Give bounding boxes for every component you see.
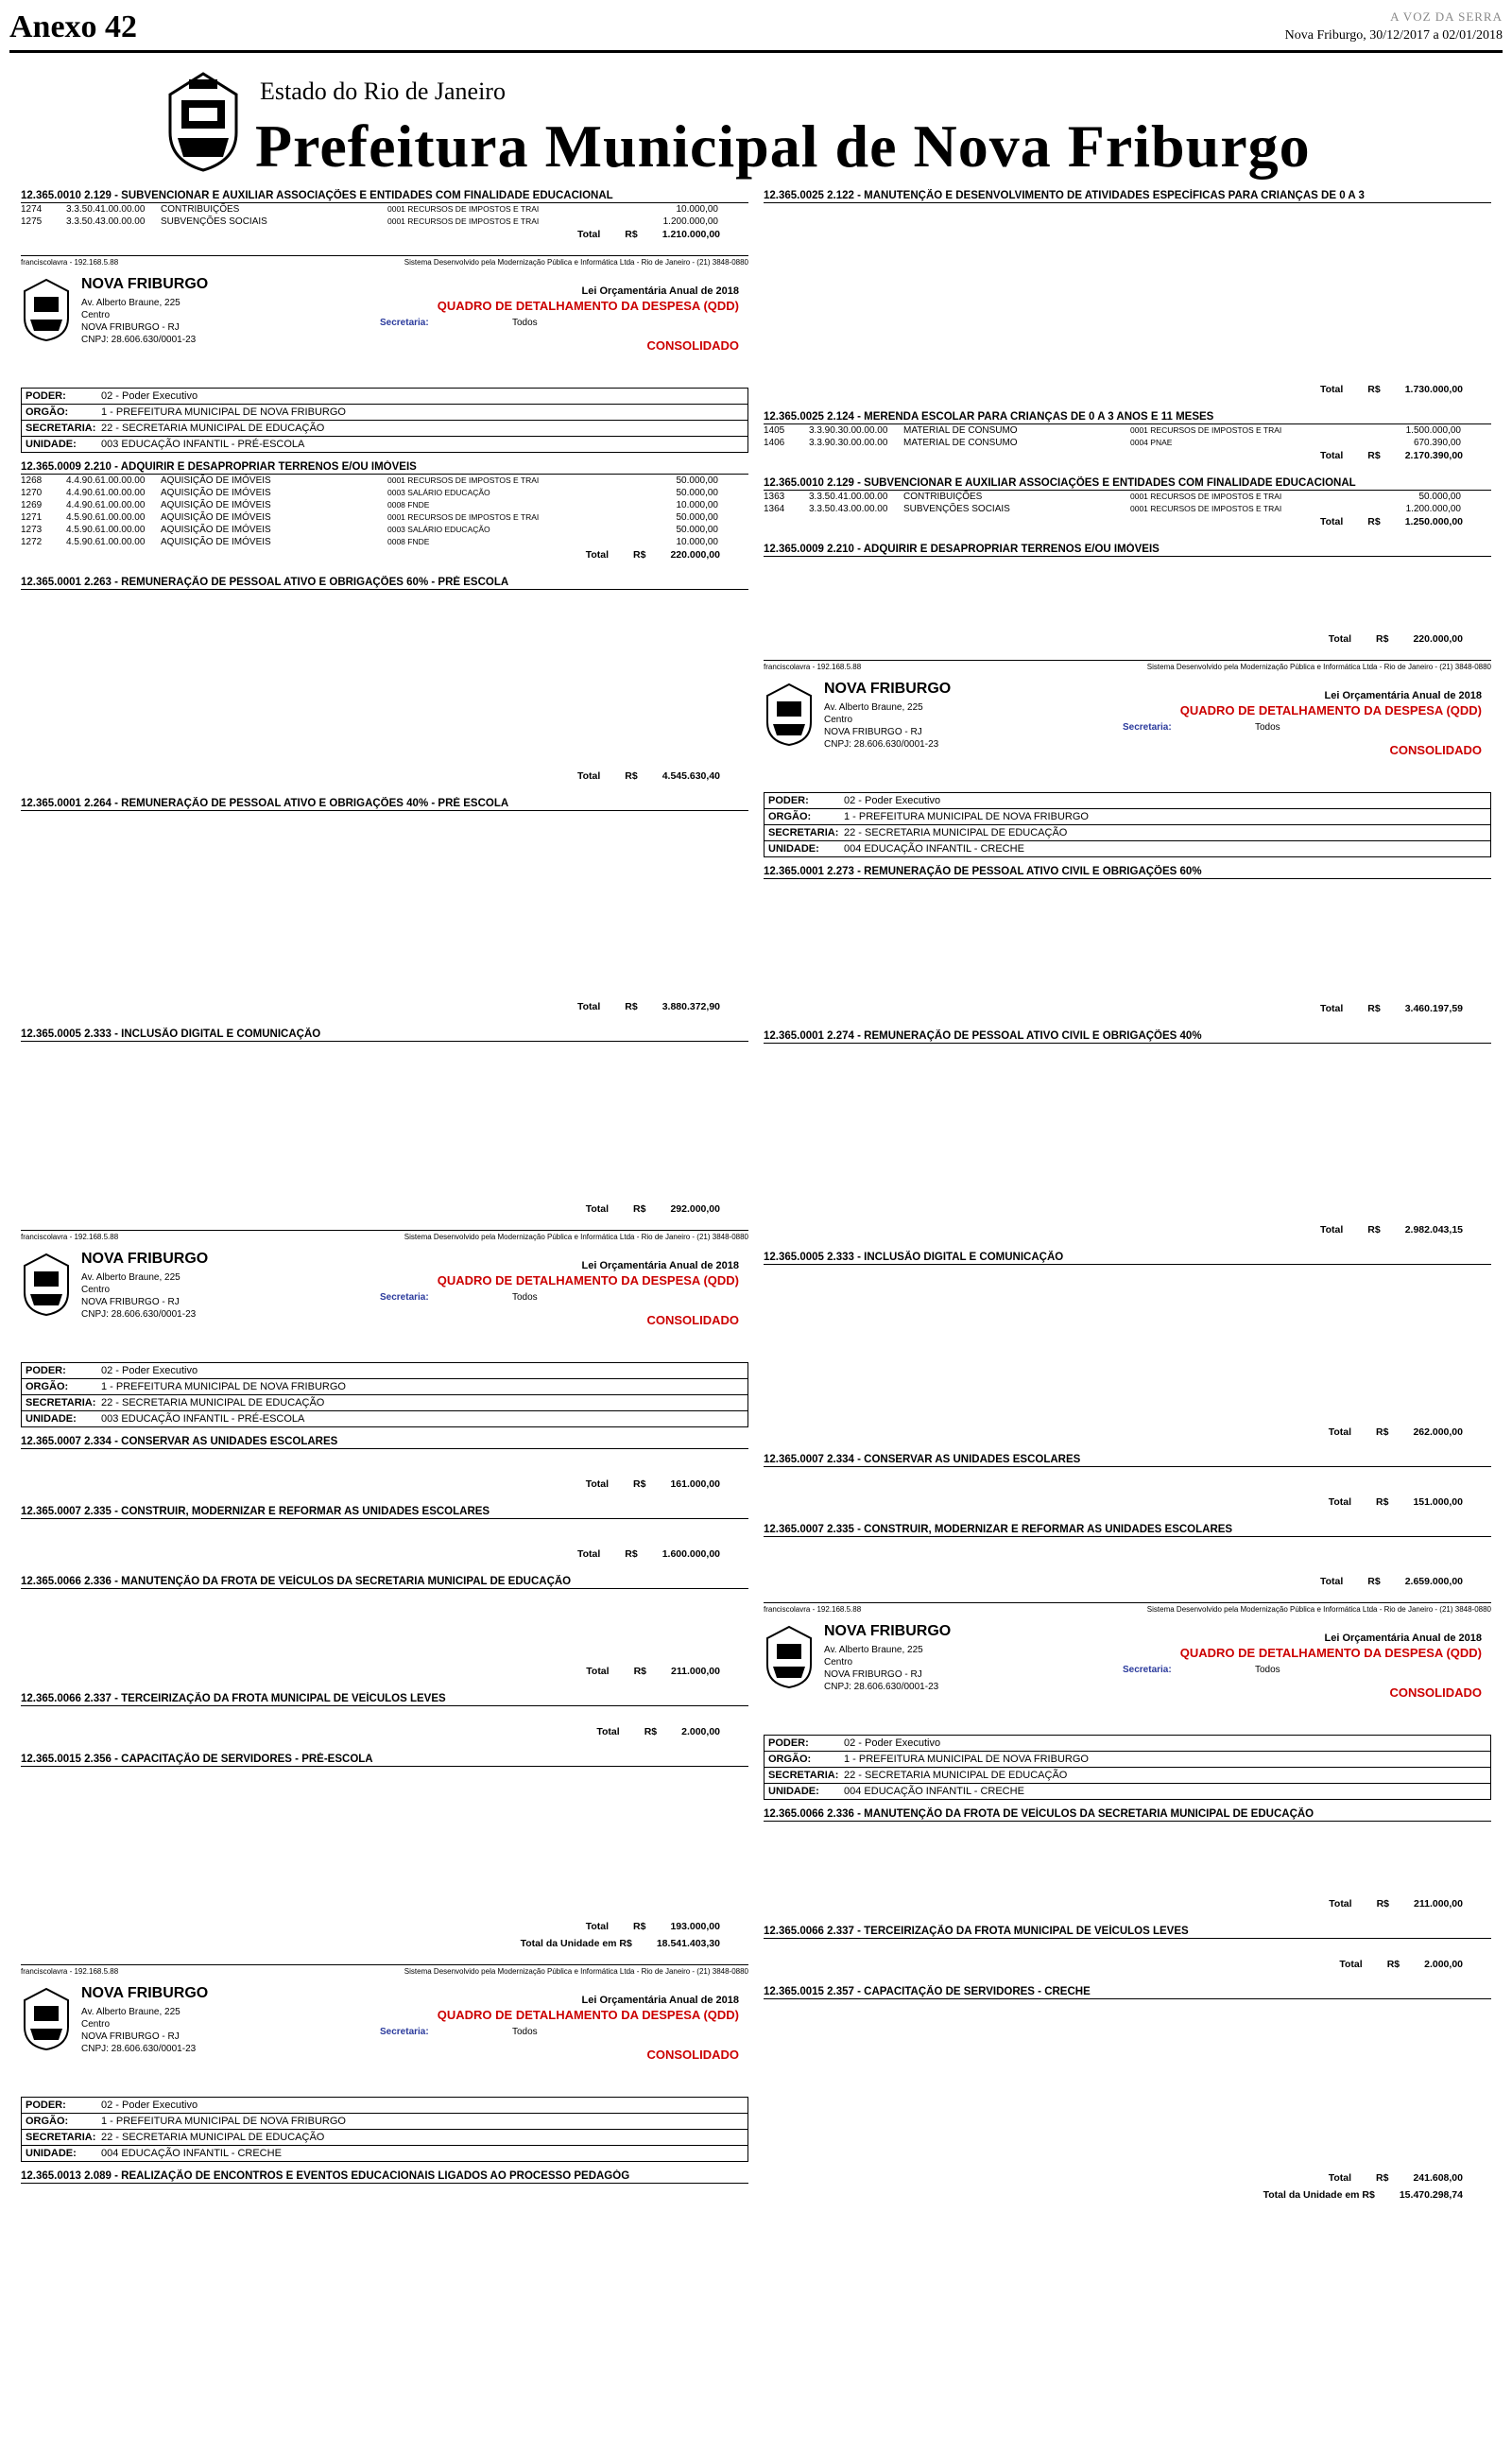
qdd-title: QUADRO DE DETALHAMENTO DA DESPESA (QDD) [1179,1646,1482,1660]
org-info-box: PODER: 02 - Poder Executivo ORGÃO: 1 - PREFEITURA MUNICIPAL DE NOVA FRIBURGO SECRETARIA: 22 - SECRETARIA MUNICIPAL DE EDUCAÇÃO UNIDADE: 003 EDUCAÇÃO INFANTIL - PRÉ-ESCOLA [21,1362,748,1427]
budget-section [21,797,748,1014]
org-info-box: PODER: 02 - Poder Executivo ORGÃO: 1 - PREFEITURA MUNICIPAL DE NOVA FRIBURGO SECRETARIA: 22 - SECRETARIA MUNICIPAL DE EDUCAÇÃO UNIDADE: 004 EDUCAÇÃO INFANTIL - CRECHE [764,1735,1491,1800]
budget-section [21,1692,748,1739]
prefecture-banner [161,66,1389,180]
section-heading: 12.365.0005 2.333 - INCLUSÃO DIGITAL E COMUNICAÇÃO [21,1028,748,1042]
section-total: Total R$ 211.000,00 [586,1666,720,1677]
page-footer: franciscolavra - 192.168.5.88 Sistema Desenvolvido pela Modernização Pública e Informática Ltda - Rio de Janeiro - (21) 3848-0880 [21,255,748,267]
qdd-header [21,276,748,382]
left-column [21,189,748,2439]
org-address: Av. Alberto Braune, 225 Centro NOVA FRIBURGO - RJ CNPJ: 28.606.630/0001-23 [81,298,197,345]
qdd-title: QUADRO DE DETALHAMENTO DA DESPESA (QDD) [1179,703,1482,717]
consolidado-label: CONSOLIDADO [646,338,739,353]
qdd-header [21,1985,748,2091]
secretaria-value: Todos [512,318,538,328]
table-row: 1268 4.4.90.61.00.00.00 AQUISIÇÃO DE IMÓVEIS 0001 RECURSOS DE IMPOSTOS E TRAI 50.000,00 [21,475,718,486]
table-row: 1271 4.5.90.61.00.00.00 AQUISIÇÃO DE IMÓVEIS 0001 RECURSOS DE IMPOSTOS E TRAI 50.000,00 [21,512,718,523]
table-row: 1364 3.3.50.43.00.00.00 SUBVENÇÕES SOCIAIS 0001 RECURSOS DE IMPOSTOS E TRAI 1.200.000,00 [764,504,1461,514]
section-heading: 12.365.0025 2.122 - MANUTENÇÃO E DESENVOLVIMENTO DE ATIVIDADES ESPECÍFICAS PARA CRIANÇAS DE 0 A 3 [764,189,1491,203]
budget-section [21,1435,748,1492]
section-total: Total R$ 2.000,00 [596,1726,720,1737]
section-heading: 12.365.0001 2.274 - REMUNERAÇÃO DE PESSOAL ATIVO CIVIL E OBRIGAÇÕES 40% [764,1029,1491,1044]
table-row: 1272 4.5.90.61.00.00.00 AQUISIÇÃO DE IMÓVEIS 0008 FNDE 10.000,00 [21,537,718,547]
section-total: Total R$ 2.659.000,00 [1319,1576,1463,1587]
section-total: Total R$ 220.000,00 [1328,633,1463,645]
section-heading: 12.365.0001 2.264 - REMUNERAÇÃO DE PESSOAL ATIVO E OBRIGAÇÕES 40% - PRÉ ESCOLA [21,797,748,811]
page-footer: franciscolavra - 192.168.5.88 Sistema Desenvolvido pela Modernização Pública e Informática Ltda - Rio de Janeiro - (21) 3848-0880 [764,660,1491,671]
org-info-box: PODER: 02 - Poder Executivo ORGÃO: 1 - PREFEITURA MUNICIPAL DE NOVA FRIBURGO SECRETARIA: 22 - SECRETARIA MUNICIPAL DE EDUCAÇÃO UNIDADE: 004 EDUCAÇÃO INFANTIL - CRECHE [21,2097,748,2162]
qdd-header [764,1623,1491,1729]
table-row: 1270 4.4.90.61.00.00.00 AQUISIÇÃO DE IMÓVEIS 0003 SALÁRIO EDUCAÇÃO 50.000,00 [21,488,718,498]
budget-section [21,189,748,242]
budget-section [764,1985,1491,2203]
section-heading: 12.365.0015 2.357 - CAPACITAÇÃO DE SERVIDORES - CRECHE [764,1985,1491,1999]
section-heading: 12.365.0025 2.124 - MERENDA ESCOLAR PARA CRIANÇAS DE 0 A 3 ANOS E 11 MESES [764,410,1491,424]
table-row: 1405 3.3.90.30.00.00.00 MATERIAL DE CONSUMO 0001 RECURSOS DE IMPOSTOS E TRAI 1.500.000,00 [764,425,1461,436]
section-heading: 12.365.0015 2.356 - CAPACITAÇÃO DE SERVIDORES - PRÉ-ESCOLA [21,1753,748,1767]
table-row: 1274 3.3.50.41.00.00.00 CONTRIBUIÇÕES 0001 RECURSOS DE IMPOSTOS E TRAI 10.000,00 [21,204,718,215]
section-heading: 12.365.0010 2.129 - SUBVENCIONAR E AUXILIAR ASSOCIAÇÕES E ENTIDADES COM FINALIDADE EDUCACIONAL [21,189,748,203]
city-crest-icon [21,276,72,342]
unit-total: Total da Unidade em R$ 15.470.298,74 [1263,2189,1463,2201]
section-heading: 12.365.0007 2.334 - CONSERVAR AS UNIDADES ESCOLARES [21,1435,748,1449]
secretaria-value: Todos [512,1292,538,1303]
budget-section [21,2169,748,2184]
section-heading: 12.365.0066 2.337 - TERCEIRIZAÇÃO DA FROTA MUNICIPAL DE VEÍCULOS LEVES [21,1692,748,1706]
section-total: Total R$ 1.600.000,00 [576,1548,720,1560]
section-total: Total R$ 193.000,00 [585,1921,720,1932]
section-heading: 12.365.0009 2.210 - ADQUIRIR E DESAPROPRIAR TERRENOS E/OU IMÓVEIS [21,460,748,475]
page-footer: franciscolavra - 192.168.5.88 Sistema Desenvolvido pela Modernização Pública e Informática Ltda - Rio de Janeiro - (21) 3848-0880 [764,1602,1491,1614]
city-crest-icon [21,1251,72,1317]
qdd-header [21,1251,748,1357]
qdd-title: QUADRO DE DETALHAMENTO DA DESPESA (QDD) [437,1273,739,1287]
section-total: Total R$ 2.170.390,00 [1319,450,1463,461]
section-heading: 12.365.0005 2.333 - INCLUSÃO DIGITAL E COMUNICAÇÃO [764,1251,1491,1265]
budget-section [21,1575,748,1679]
budget-section [764,1925,1491,1972]
budget-section [764,1251,1491,1440]
section-heading: 12.365.0066 2.337 - TERCEIRIZAÇÃO DA FROTA MUNICIPAL DE VEÍCULOS LEVES [764,1925,1491,1939]
section-total: Total R$ 3.880.372,90 [576,1001,720,1012]
section-total: Total R$ 151.000,00 [1328,1496,1463,1508]
table-row: 1275 3.3.50.43.00.00.00 SUBVENÇÕES SOCIAIS 0001 RECURSOS DE IMPOSTOS E TRAI 1.200.000,00 [21,216,718,227]
org-name: NOVA FRIBURGO [824,1623,952,1639]
budget-section [21,1753,748,1951]
section-heading: 12.365.0010 2.129 - SUBVENCIONAR E AUXILIAR ASSOCIAÇÕES E ENTIDADES COM FINALIDADE EDUCACIONAL [764,476,1491,491]
law-title: Lei Orçamentária Anual de 2018 [1324,690,1482,701]
org-address: Av. Alberto Braune, 225 Centro NOVA FRIBURGO - RJ CNPJ: 28.606.630/0001-23 [824,1645,939,1692]
budget-section [764,865,1491,1016]
section-heading: 12.365.0007 2.334 - CONSERVAR AS UNIDADES ESCOLARES [764,1453,1491,1467]
city-crest-icon [21,1985,72,2051]
secretaria-value: Todos [512,2027,538,2037]
section-heading: 12.365.0001 2.263 - REMUNERAÇÃO DE PESSOAL ATIVO E OBRIGAÇÕES 60% - PRÉ ESCOLA [21,576,748,590]
org-address: Av. Alberto Braune, 225 Centro NOVA FRIBURGO - RJ CNPJ: 28.606.630/0001-23 [824,702,939,750]
budget-section [764,476,1491,529]
unit-total: Total da Unidade em R$ 18.541.403,30 [520,1938,720,1949]
right-column [764,189,1491,2439]
state-name: Estado do Rio de Janeiro [260,78,506,105]
law-title: Lei Orçamentária Anual de 2018 [1324,1633,1482,1644]
section-heading: 12.365.0009 2.210 - ADQUIRIR E DESAPROPRIAR TERRENOS E/OU IMÓVEIS [764,543,1491,557]
budget-section [764,543,1491,647]
prefecture-name: Prefeitura Municipal de Nova Friburgo [255,112,1311,180]
city-crest-icon [764,681,815,747]
table-row: 1273 4.5.90.61.00.00.00 AQUISIÇÃO DE IMÓVEIS 0003 SALÁRIO EDUCAÇÃO 50.000,00 [21,525,718,535]
org-name: NOVA FRIBURGO [81,1985,209,2001]
law-title: Lei Orçamentária Anual de 2018 [581,285,739,297]
budget-section [21,1505,748,1562]
budget-section [764,1523,1491,1589]
table-row: 1269 4.4.90.61.00.00.00 AQUISIÇÃO DE IMÓVEIS 0008 FNDE 10.000,00 [21,500,718,510]
secretaria-label: Secretaria: [380,2027,429,2037]
page-footer: franciscolavra - 192.168.5.88 Sistema Desenvolvido pela Modernização Pública e Informática Ltda - Rio de Janeiro - (21) 3848-0880 [21,1964,748,1976]
law-title: Lei Orçamentária Anual de 2018 [581,1995,739,2006]
org-name: NOVA FRIBURGO [81,1251,209,1267]
section-total: Total R$ 1.210.000,00 [576,229,720,240]
section-total: Total R$ 2.000,00 [1339,1959,1463,1970]
law-title: Lei Orçamentária Anual de 2018 [581,1260,739,1271]
section-total: Total R$ 3.460.197,59 [1319,1003,1463,1014]
budget-section [764,410,1491,463]
section-heading: 12.365.0066 2.336 - MANUTENÇÃO DA FROTA DE VEÍCULOS DA SECRETARIA MUNICIPAL DE EDUCAÇÃO [764,1807,1491,1822]
secretaria-label: Secretaria: [1123,722,1172,733]
city-crest-icon [161,66,246,172]
section-heading: 12.365.0001 2.273 - REMUNERAÇÃO DE PESSOAL ATIVO CIVIL E OBRIGAÇÕES 60% [764,865,1491,879]
section-total: Total R$ 262.000,00 [1328,1426,1463,1438]
section-total: Total R$ 241.608,00 [1328,2172,1463,2184]
consolidado-label: CONSOLIDADO [646,1313,739,1327]
org-name: NOVA FRIBURGO [81,276,209,292]
section-heading: 12.365.0066 2.336 - MANUTENÇÃO DA FROTA DE VEÍCULOS DA SECRETARIA MUNICIPAL DE EDUCAÇÃO [21,1575,748,1589]
city-crest-icon [764,1623,815,1689]
section-heading: 12.365.0007 2.335 - CONSTRUIR, MODERNIZAR E REFORMAR AS UNIDADES ESCOLARES [21,1505,748,1519]
table-row: 1363 3.3.50.41.00.00.00 CONTRIBUIÇÕES 0001 RECURSOS DE IMPOSTOS E TRAI 50.000,00 [764,492,1461,502]
budget-section [764,1807,1491,1911]
budget-section [21,460,748,562]
budget-section [764,189,1491,397]
section-heading: 12.365.0007 2.335 - CONSTRUIR, MODERNIZAR E REFORMAR AS UNIDADES ESCOLARES [764,1523,1491,1537]
org-info-box: PODER: 02 - Poder Executivo ORGÃO: 1 - PREFEITURA MUNICIPAL DE NOVA FRIBURGO SECRETARIA: 22 - SECRETARIA MUNICIPAL DE EDUCAÇÃO UNIDADE: 004 EDUCAÇÃO INFANTIL - CRECHE [764,792,1491,857]
section-total: Total R$ 1.250.000,00 [1319,516,1463,527]
qdd-header [764,681,1491,786]
annex-title: Anexo 42 [9,9,138,44]
org-name: NOVA FRIBURGO [824,681,952,697]
consolidado-label: CONSOLIDADO [1389,743,1482,757]
budget-section [764,1453,1491,1510]
section-total: Total R$ 4.545.630,40 [576,770,720,782]
table-row: 1406 3.3.90.30.00.00.00 MATERIAL DE CONSUMO 0004 PNAE 670.390,00 [764,438,1461,448]
org-info-box: PODER: 02 - Poder Executivo ORGÃO: 1 - PREFEITURA MUNICIPAL DE NOVA FRIBURGO SECRETARIA: 22 - SECRETARIA MUNICIPAL DE EDUCAÇÃO UNIDADE: 003 EDUCAÇÃO INFANTIL - PRÉ-ESCOLA [21,388,748,453]
page-footer: franciscolavra - 192.168.5.88 Sistema Desenvolvido pela Modernização Pública e Informática Ltda - Rio de Janeiro - (21) 3848-0880 [21,1230,748,1241]
consolidado-label: CONSOLIDADO [646,2048,739,2062]
section-heading: 12.365.0013 2.089 - REALIZAÇÃO DE ENCONTROS E EVENTOS EDUCACIONAIS LIGADOS AO PROCESSO PEDAGÓG [21,2169,748,2184]
org-address: Av. Alberto Braune, 225 Centro NOVA FRIBURGO - RJ CNPJ: 28.606.630/0001-23 [81,1272,197,1320]
consolidado-label: CONSOLIDADO [1389,1685,1482,1700]
budget-section [21,1028,748,1217]
secretaria-label: Secretaria: [380,1292,429,1303]
section-total: Total R$ 161.000,00 [585,1478,720,1490]
qdd-title: QUADRO DE DETALHAMENTO DA DESPESA (QDD) [437,299,739,313]
edition-date: Nova Friburgo, 30/12/2017 a 02/01/2018 [1284,28,1503,43]
newspaper-name: A VOZ DA SERRA [1390,9,1503,24]
section-total: Total R$ 220.000,00 [585,549,720,561]
section-total: Total R$ 211.000,00 [1329,1898,1463,1910]
org-address: Av. Alberto Braune, 225 Centro NOVA FRIBURGO - RJ CNPJ: 28.606.630/0001-23 [81,2007,197,2054]
secretaria-label: Secretaria: [1123,1665,1172,1675]
secretaria-value: Todos [1255,1665,1280,1675]
budget-section [21,576,748,784]
section-total: Total R$ 292.000,00 [585,1203,720,1215]
budget-section [764,1029,1491,1237]
section-total: Total R$ 2.982.043,15 [1319,1224,1463,1236]
page-topbar [9,8,1503,53]
qdd-title: QUADRO DE DETALHAMENTO DA DESPESA (QDD) [437,2008,739,2022]
secretaria-value: Todos [1255,722,1280,733]
secretaria-label: Secretaria: [380,318,429,328]
section-total: Total R$ 1.730.000,00 [1319,384,1463,395]
